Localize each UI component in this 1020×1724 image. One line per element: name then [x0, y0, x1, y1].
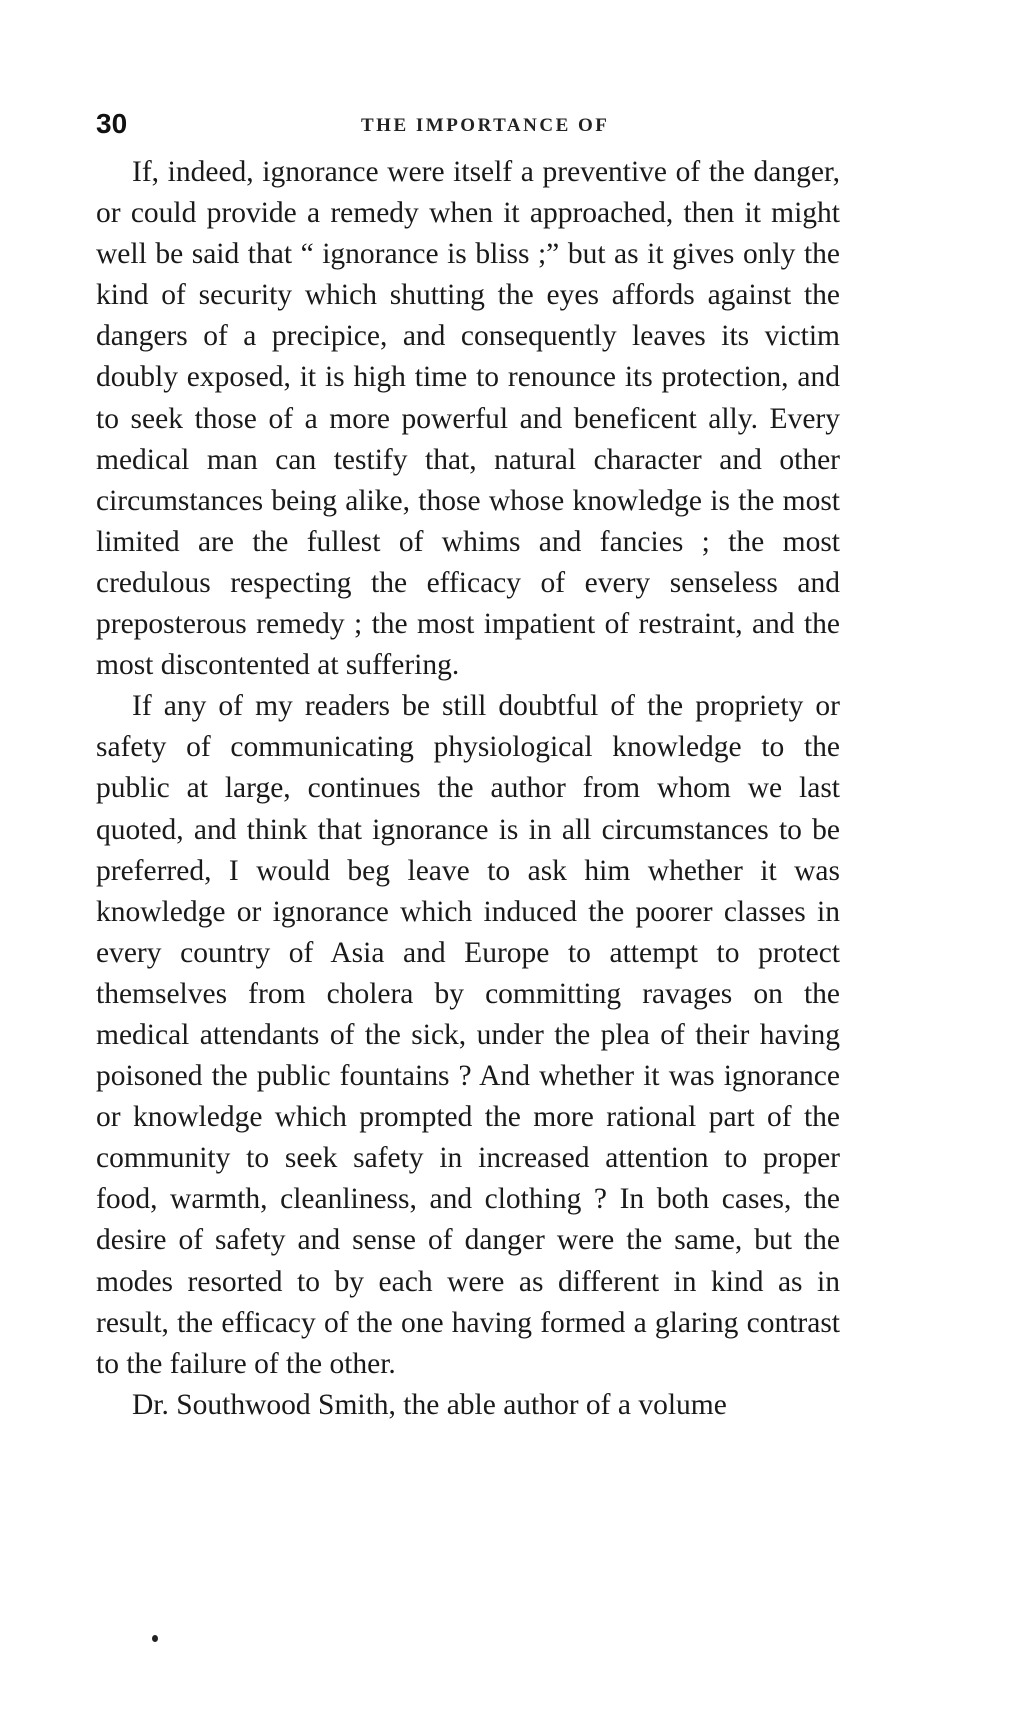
body-text: [96, 152, 840, 1426]
ink-mark: [152, 1635, 158, 1642]
paragraph: If, indeed, ignorance were itself a preventive of the danger, or could provide a remedy when it approached, then it might well be said that “ ignorance is bliss ;” but as it gives only the kind of security which shutting the eyes affords against the dangers of a precipice, and consequently leaves its victim doubly exposed, it is high time to renounce its protection, and to seek those of a more powerful and beneficent ally. Every medical man can testify that, natural character and other circumstances being alike, those whose knowledge is the most limited are the fullest of whims and fancies ; the most credulous respecting the efficacy of every senseless and preposterous remedy ; the most impatient of restraint, and the most discontented at suffering.: [96, 156, 840, 682]
paragraph: Dr. Southwood Smith, the able author of a volume: [132, 1388, 727, 1421]
running-title: THE IMPORTANCE OF: [361, 115, 610, 136]
running-head: [96, 104, 836, 144]
page-number: 30: [96, 108, 128, 139]
paragraph: If any of my readers be still doubtful of the propriety or safety of communicating physiological knowledge to the public at large, continues the author from whom we last quoted, and think that ignorance is in all circumstances to be preferred, I would beg leave to ask him whether it was knowledge or ignorance which induced the poorer classes in every country of Asia and Europe to attempt to protect themselves from cholera by committing ravages on the medical attendants of the sick, under the plea of their having poisoned the public fountains ? And whether it was ignorance or knowledge which prompted the more rational part of the community to seek safety in increased attention to proper food, warmth, cleanliness, and clothing ? In both cases, the desire of safety and sense of danger were the same, but the modes resorted to by each were as different in kind as in result, the efficacy of the one having formed a glaring contrast to the failure of the other.: [96, 690, 840, 1380]
